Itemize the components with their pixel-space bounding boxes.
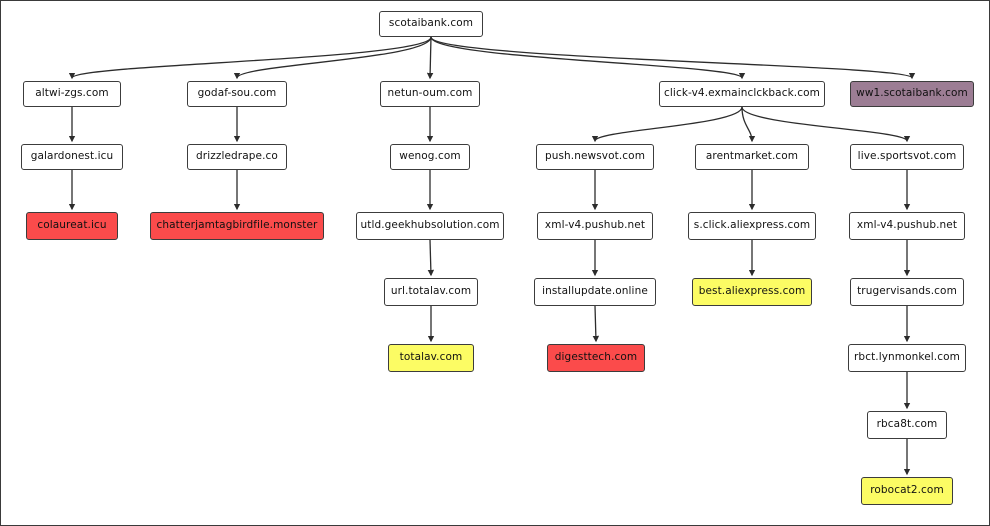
graph-node[interactable] [23,81,121,107]
graph-node-label: arentmarket.com [705,150,799,163]
graph-node-label: xml-v4.pushub.net [856,219,958,232]
graph-node[interactable] [150,212,324,240]
graph-node[interactable] [850,81,974,107]
graph-node[interactable] [388,344,474,372]
graph-node-label: chatterjamtagbirdfile.monster [156,219,318,232]
graph-node-label: s.click.aliexpress.com [693,219,811,232]
graph-node[interactable] [379,11,483,37]
graph-node-label: galardonest.icu [30,150,114,163]
graph-node[interactable] [850,144,964,170]
graph-edge [72,37,431,78]
graph-node[interactable] [659,81,825,107]
graph-node[interactable] [850,278,964,306]
graph-node-label: trugervisands.com [857,285,957,298]
graph-node-label: ww1.scotaibank.com [856,87,968,100]
graph-edge [431,37,912,78]
graph-node[interactable] [536,144,654,170]
graph-node-label: xml-v4.pushub.net [544,219,646,232]
graph-node[interactable] [534,278,656,306]
graph-node-label: wenog.com [399,150,461,163]
graph-node-label: netun-oum.com [387,87,473,100]
graph-node-label: rbca8t.com [876,418,938,431]
graph-node[interactable] [547,344,645,372]
graph-node-label: installupdate.online [542,285,648,298]
graph-node[interactable] [390,144,470,170]
graph-node[interactable] [867,411,947,439]
graph-node-label: totalav.com [399,351,463,364]
graph-edge [742,107,752,141]
graph-node-label: push.newsvot.com [544,150,646,163]
graph-node-label: godaf-sou.com [197,87,277,100]
graph-edge [430,37,431,78]
graph-edge [595,306,596,341]
graph-node[interactable] [537,212,653,240]
graph-node[interactable] [861,477,953,505]
graph-node-label: rbct.lynmonkel.com [854,351,960,364]
graph-node-label: colaureat.icu [37,219,107,232]
graph-edge [431,37,742,78]
graph-node-label: digesttech.com [554,351,638,364]
graph-node[interactable] [849,212,965,240]
graph-node[interactable] [688,212,816,240]
graph-node[interactable] [384,278,478,306]
graph-node-label: click-v4.exmainclckback.com [664,87,820,100]
graph-node-label: altwi-zgs.com [35,87,109,100]
graph-node-label: best.aliexpress.com [698,285,806,298]
graph-node[interactable] [356,212,504,240]
edge-layer [1,1,990,526]
graph-edge [742,107,907,141]
graph-node[interactable] [21,144,123,170]
graph-edge [430,240,431,275]
graph-node[interactable] [187,144,287,170]
graph-node[interactable] [380,81,480,107]
graph-node-label: drizzledrape.co [196,150,278,163]
graph-node-label: utld.geekhubsolution.com [360,219,500,232]
graph-node-label: scotaibank.com [388,17,474,30]
graph-node-label: robocat2.com [870,484,944,497]
graph-node[interactable] [692,278,812,306]
graph-node[interactable] [26,212,118,240]
graph-node[interactable] [848,344,966,372]
graph-edge [595,107,742,141]
graph-node-label: live.sportsvot.com [857,150,957,163]
graph-node-label: url.totalav.com [390,285,472,298]
graph-node[interactable] [695,144,809,170]
graph-edge [237,37,431,78]
graph-node[interactable] [187,81,287,107]
